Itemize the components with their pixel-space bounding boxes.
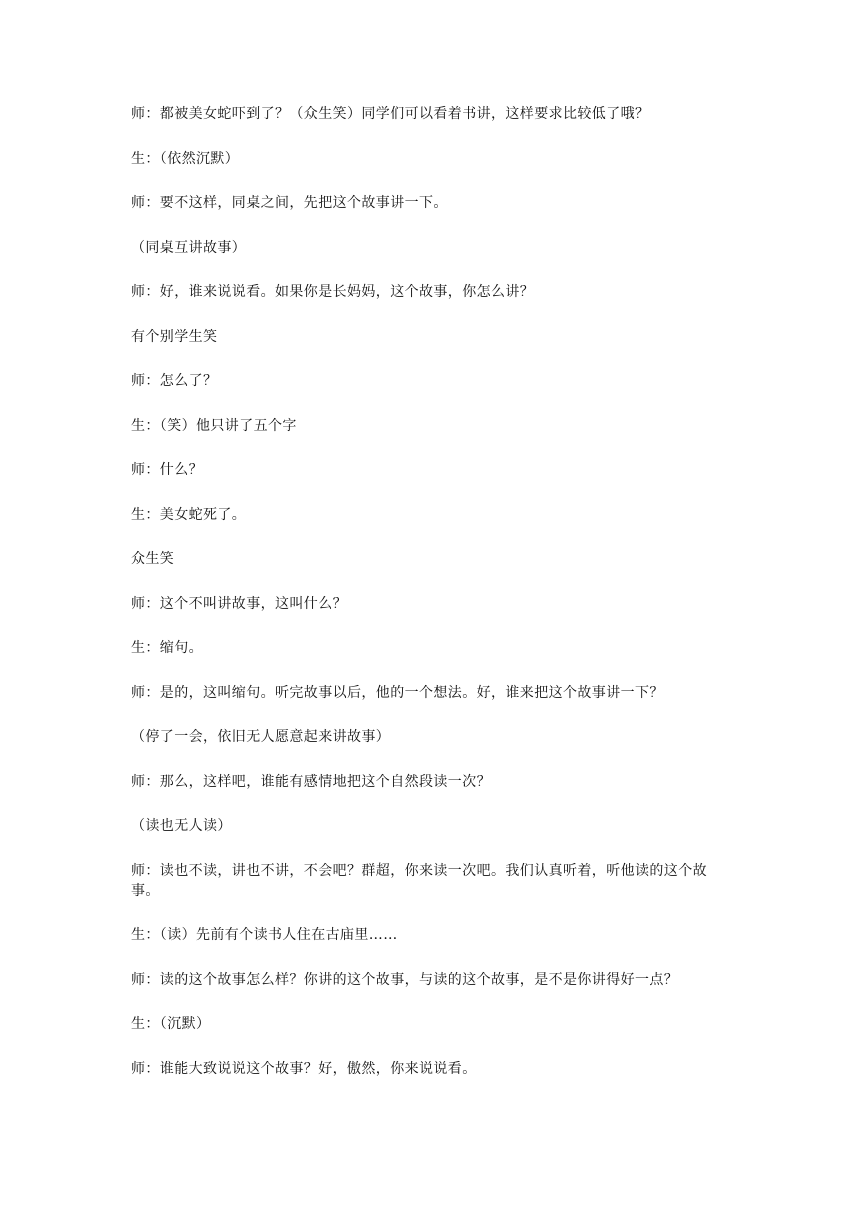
paragraph: 师：要不这样，同桌之间，先把这个故事讲一下。 — [131, 195, 448, 211]
paragraph: 生：（读）先前有个读书人住在古庙里…… — [131, 927, 398, 943]
paragraph: 师：读也不读，讲也不讲，不会吧？群超，你来读一次吧。我们认真听着，听他读的这个故事。 — [131, 862, 707, 899]
paragraph: 师：什么？ — [131, 462, 203, 478]
paragraph: （读也无人读） — [131, 818, 232, 834]
paragraph: 师：读的这个故事怎么样？你讲的这个故事，与读的这个故事，是不是你讲得好一点？ — [131, 971, 679, 988]
paragraph: （停了一会，依旧无人愿意起来讲故事） — [131, 729, 391, 745]
paragraph: 生：美女蛇死了。 — [131, 506, 247, 523]
paragraph: 有个别学生笑 — [131, 328, 218, 345]
paragraph: 生：（依然沉默） — [131, 150, 240, 167]
paragraph: 师：好，谁来说说看。如果你是长妈妈，这个故事，你怎么讲？ — [131, 284, 535, 300]
paragraph: （同桌互讲故事） — [131, 239, 247, 256]
paragraph: 师：都被美女蛇吓到了？（众生笑）同学们可以看着书讲，这样要求比较低了哦？ — [131, 106, 650, 122]
paragraph: 生：（笑）他只讲了五个字 — [131, 417, 297, 434]
paragraph: 师：怎么了？ — [131, 373, 218, 389]
paragraph: 师：是的，这叫缩句。听完故事以后，他的一个想法。好，谁来把这个故事讲一下？ — [131, 684, 664, 701]
paragraph: 生：缩句。 — [131, 640, 203, 656]
transcript-body — [131, 104, 731, 1103]
paragraph: 师：那么，这样吧，谁能有感情地把这个自然段读一次？ — [131, 773, 491, 790]
paragraph: 众生笑 — [131, 551, 175, 567]
paragraph: 师：谁能大致说说这个故事？好，傲然，你来说说看。 — [131, 1060, 477, 1077]
paragraph: 生：（沉默） — [131, 1016, 211, 1032]
paragraph: 师：这个不叫讲故事，这叫什么？ — [131, 595, 347, 612]
